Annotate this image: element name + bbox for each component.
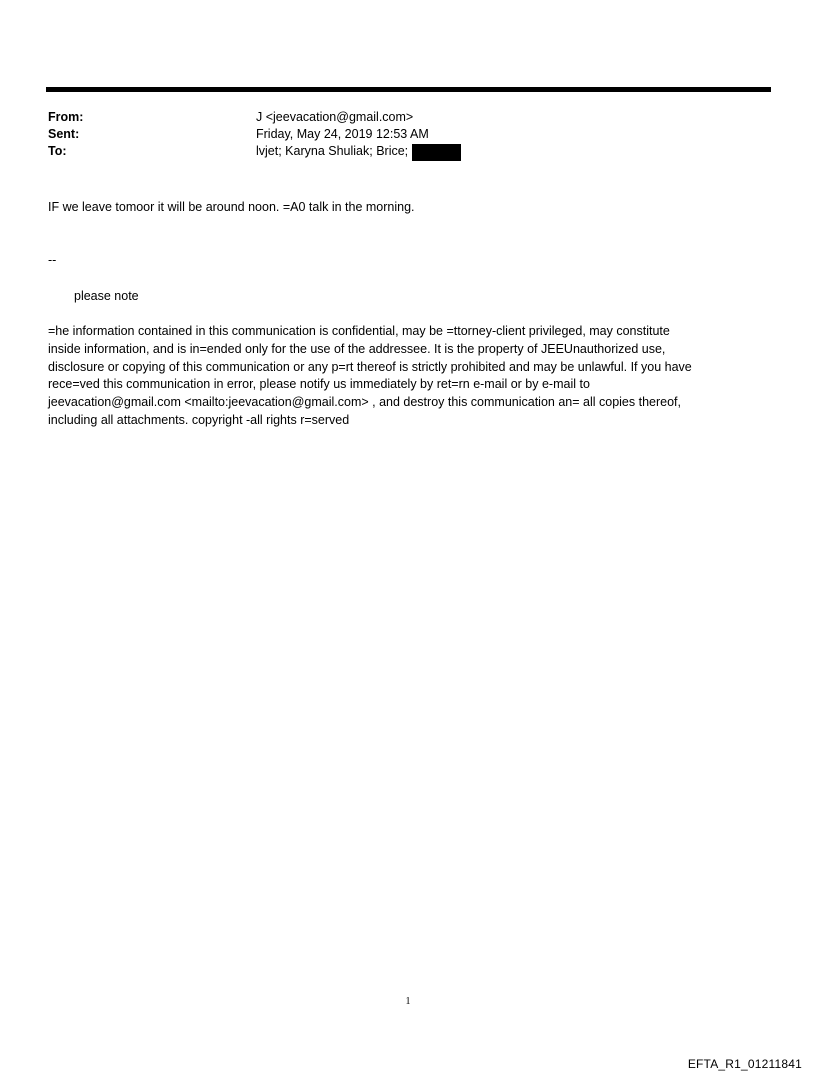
bates-number: EFTA_R1_01211841 <box>687 1057 802 1071</box>
to-row <box>48 143 461 160</box>
please-note-text: please note <box>74 289 139 303</box>
to-value-group <box>256 143 461 160</box>
from-value: J <jeevacation@gmail.com> <box>256 110 414 124</box>
disclaimer-line: rece=ved this communication in error, please notify us immediately by ret=rn e-mail or by e-mail to <box>48 377 590 392</box>
message-text: IF we leave tomoor it will be around noon. =A0 talk in the morning. <box>48 200 415 214</box>
confidentiality-disclaimer <box>48 323 760 430</box>
from-label: From: <box>48 110 84 124</box>
header-divider <box>46 87 771 92</box>
disclaimer-line: disclosure or copying of this communication or any p=rt thereof is strictly prohibited and may be unlawful. If you have <box>48 359 692 374</box>
signature-separator: -- <box>48 253 57 267</box>
to-value: lvjet; Karyna Shuliak; Brice; <box>256 144 409 158</box>
email-header <box>48 109 461 160</box>
sent-row <box>48 126 461 143</box>
disclaimer-line: jeevacation@gmail.com <mailto:jeevacation@gmail.com> , and destroy this communication an= all copies thereof, <box>48 395 681 410</box>
redaction-box <box>412 144 461 161</box>
disclaimer-line: including all attachments. copyright -all rights r=served <box>48 412 350 427</box>
page-number: 1 <box>405 996 411 1007</box>
disclaimer-line: =he information contained in this communication is confidential, may be =ttorney-client privileged, may constitute <box>48 324 670 338</box>
disclaimer-line: inside information, and is in=ended only for the use of the addressee. It is the property of JEEUnauthorized use, <box>48 341 666 356</box>
sent-value: Friday, May 24, 2019 12:53 AM <box>256 127 429 141</box>
to-label: To: <box>48 144 67 158</box>
sent-label: Sent: <box>48 127 80 141</box>
from-row <box>48 109 461 126</box>
